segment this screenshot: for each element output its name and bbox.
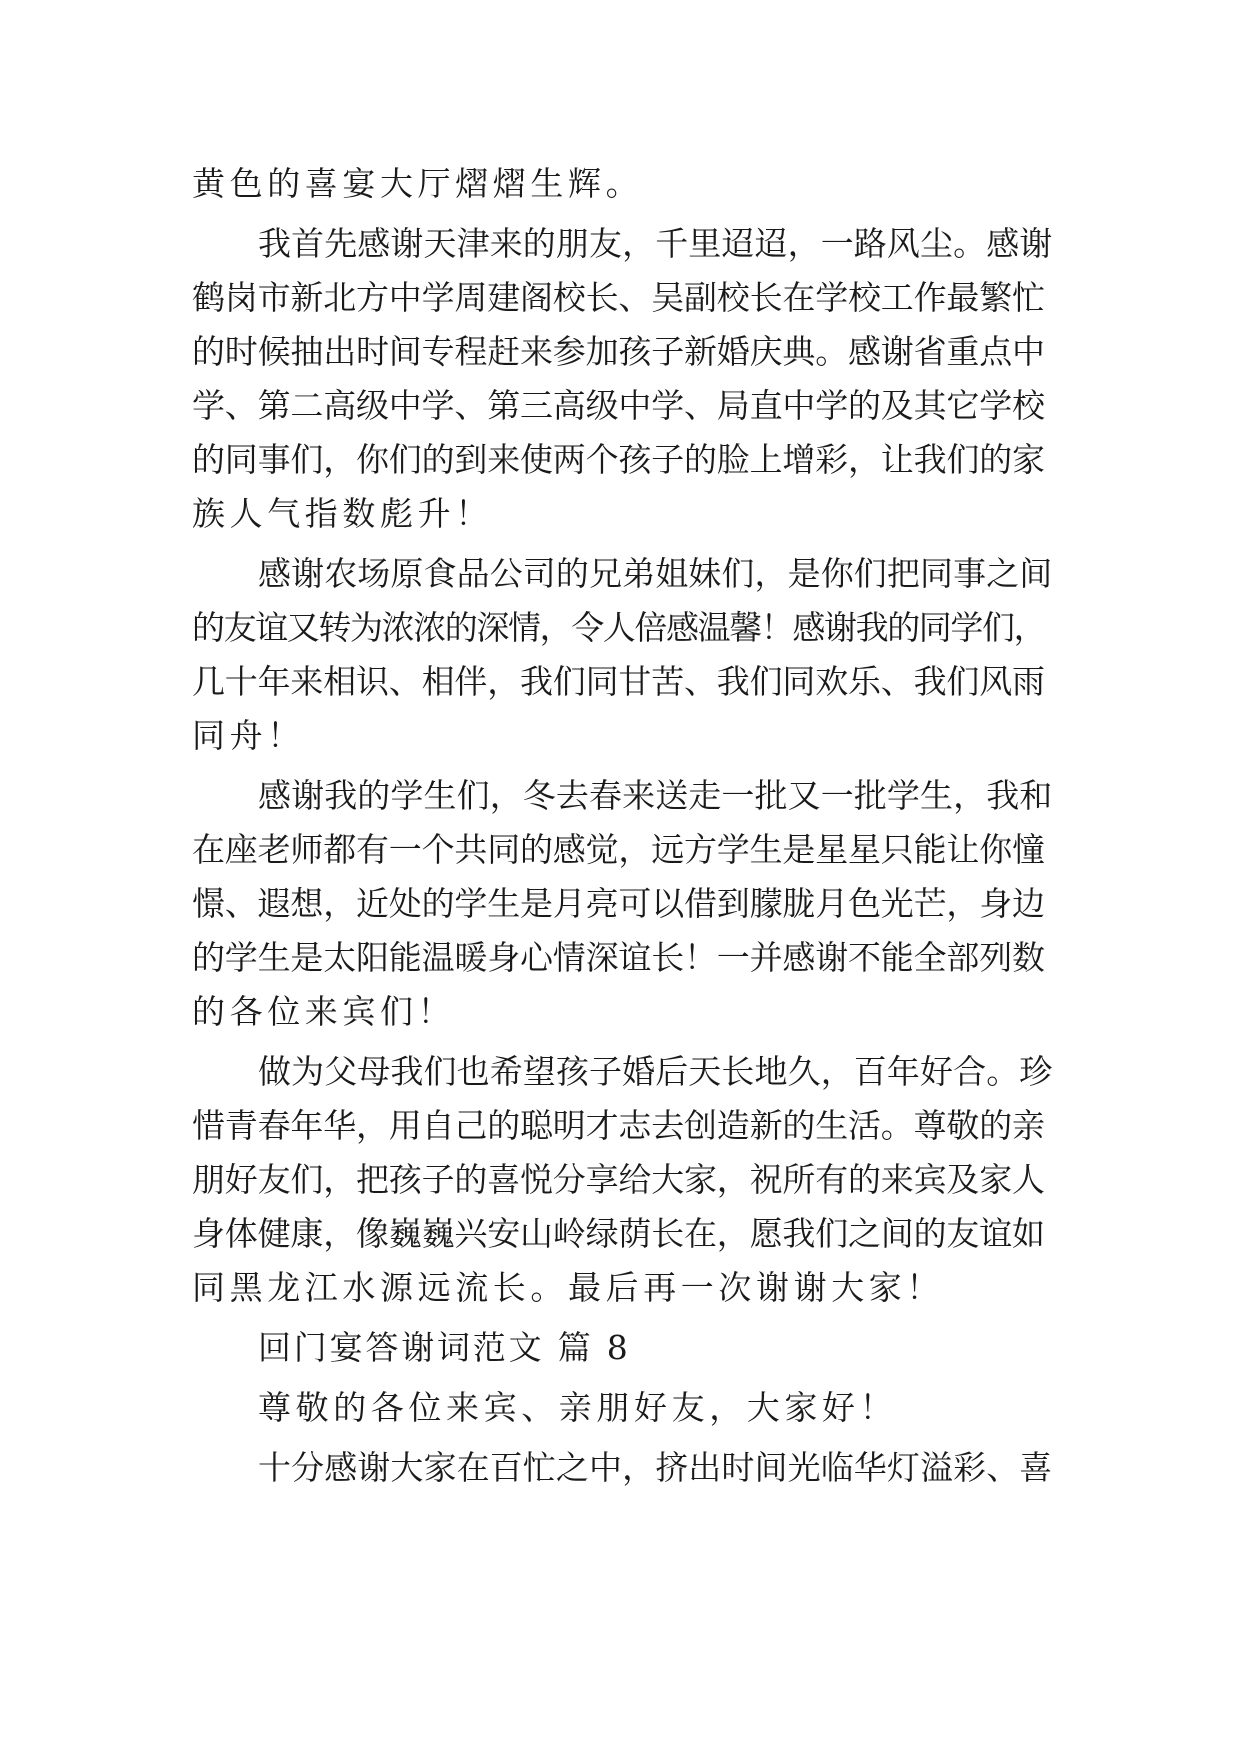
text-line: 黄色的喜宴大厅熠熠生辉。 <box>192 164 644 203</box>
text-line: 在座老师都有一个共同的感觉，远方学生是星星只能让你憧 <box>192 830 1045 869</box>
text-line: 的各位来宾们！ <box>192 992 456 1031</box>
text-line: 的同事们，你们的到来使两个孩子的脸上增彩，让我们的家 <box>192 440 1045 479</box>
paragraph-first-line: 感谢农场原食品公司的兄弟姐妹们，是你们把同事之间 <box>258 554 1053 593</box>
text-line: 同舟！ <box>192 716 305 755</box>
text-line: 身体健康，像巍巍兴安山岭绿荫长在，愿我们之间的友谊如 <box>192 1214 1045 1253</box>
text-line: 同黑龙江水源远流长。最后再一次谢谢大家！ <box>192 1268 944 1307</box>
paragraph-first-line: 我首先感谢天津来的朋友，千里迢迢，一路风尘。感谢 <box>258 224 1053 263</box>
section-heading: 回门宴答谢词范文 篇 8 <box>258 1328 631 1367</box>
paragraph-first-line: 做为父母我们也希望孩子婚后天长地久，百年好合。珍 <box>258 1052 1053 1091</box>
paragraph-first-line: 感谢我的学生们，冬去春来送走一批又一批学生，我和 <box>258 776 1053 815</box>
text-line: 惜青春年华，用自己的聪明才志去创造新的生活。尊敬的亲 <box>192 1106 1045 1145</box>
text-line: 憬、遐想，近处的学生是月亮可以借到朦胧月色光芒，身边 <box>192 884 1045 923</box>
text-line: 鹤岗市新北方中学周建阁校长、吴副校长在学校工作最繁忙 <box>192 278 1045 317</box>
text-line: 学、第二高级中学、第三高级中学、局直中学的及其它学校 <box>192 386 1045 425</box>
text-line: 几十年来相识、相伴，我们同甘苦、我们同欢乐、我们风雨 <box>192 662 1045 701</box>
text-line: 族人气指数彪升！ <box>192 494 493 533</box>
paragraph-first-line: 十分感谢大家在百忙之中，挤出时间光临华灯溢彩、喜 <box>258 1448 1053 1487</box>
text-line: 朋好友们，把孩子的喜悦分享给大家，祝所有的来宾及家人 <box>192 1160 1045 1199</box>
text-line: 的学生是太阳能温暖身心情深谊长！一并感谢不能全部列数 <box>192 938 1045 977</box>
text-line: 的时候抽出时间专程赶来参加孩子新婚庆典。感谢省重点中 <box>192 332 1045 371</box>
salutation-line: 尊敬的各位来宾、亲朋好友，大家好！ <box>258 1388 898 1427</box>
text-line: 的友谊又转为浓浓的深情，令人倍感温馨！感谢我的同学们， <box>192 608 1046 647</box>
